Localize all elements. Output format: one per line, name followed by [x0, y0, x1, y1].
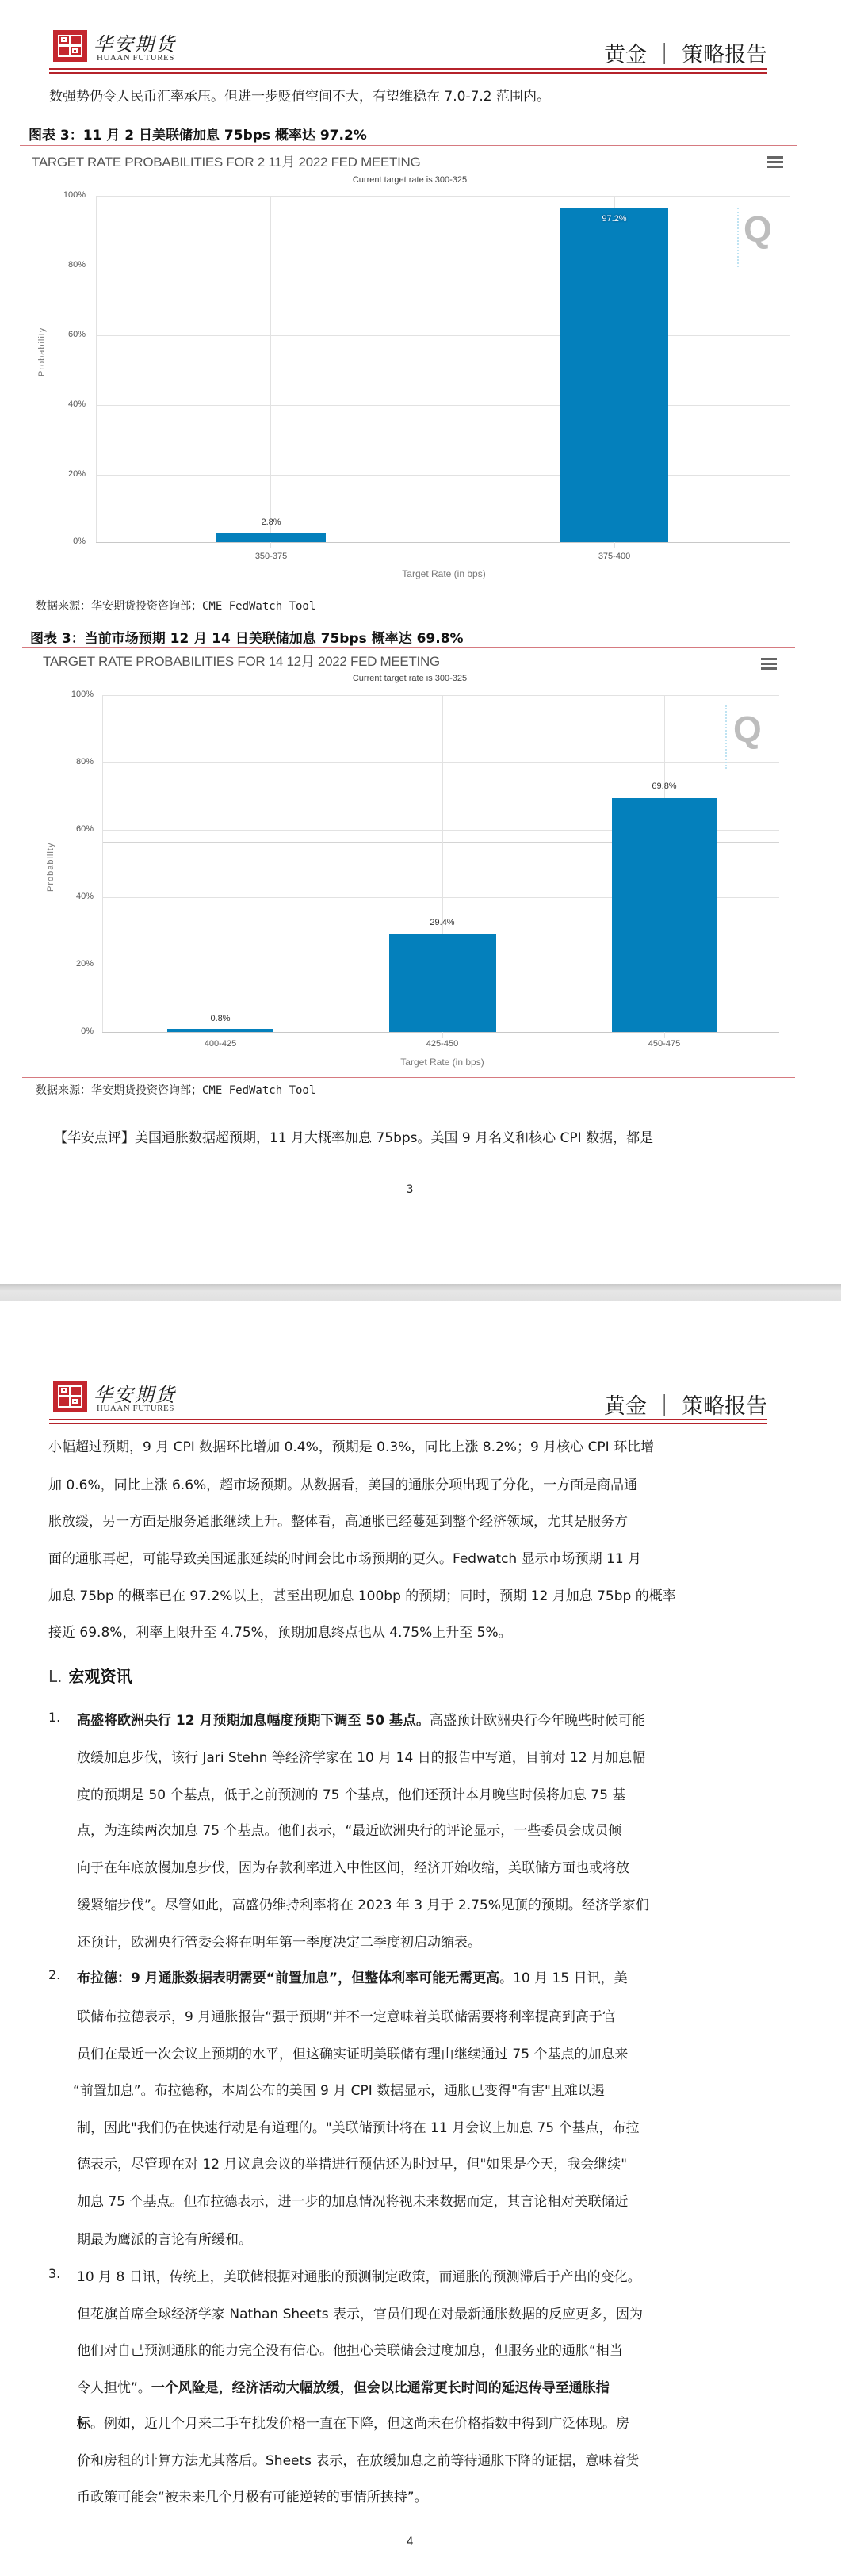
item-emphasis: 一个风险是，经济活动大幅放缓，但会以比通常更长时间的延迟传导至通胀指 — [151, 2380, 610, 2396]
bar-value-label: 29.4% — [430, 918, 455, 927]
item-line: 缓紧缩步伐”。尽管如此，高盛仍维持利率将在 2023 年 3 月于 2.75%见顶的预期。经济学家们 — [77, 1898, 649, 1913]
hamburger-menu-icon[interactable] — [761, 658, 777, 671]
watermark-q-icon: Q — [733, 709, 762, 750]
item-emphasis: 标 — [77, 2416, 90, 2432]
item-headline: 布拉德：9 月通胀数据表明需要“前置加息”，但整体利率可能无需更高 — [77, 1970, 500, 1986]
header-rule-bottom — [49, 1423, 767, 1424]
item-line: 度的预期是 50 个基点，低于之前预测的 75 个基点，他们还预计本月晚些时候将加息 75 基 — [77, 1787, 626, 1803]
y-tick-label: 40% — [67, 399, 86, 409]
gridline-80 — [102, 762, 779, 763]
item-first-line — [77, 1966, 628, 1986]
gridline-100 — [96, 196, 790, 197]
bar-400-425[interactable] — [167, 1029, 273, 1032]
item-line: 他们对自己预测通胀的能力完全没有信心。他担心美联储会过度加息，但服务业的通胀“相当 — [77, 2343, 623, 2359]
item-line: 币政策可能会“被未来几个月极有可能逆转的事情所挟持”。 — [77, 2490, 428, 2505]
y-tick-label: 0% — [73, 537, 86, 546]
chart-1-subtitle: Current target rate is 300-325 — [352, 175, 468, 185]
huaan-comment-line: 【华安点评】美国通胀数据超预期，11 月大概率加息 75bps。美国 9 月名义和核心 CPI 数据，都是 — [54, 1130, 654, 1146]
y-tick-label: 40% — [75, 892, 94, 901]
item-first-line — [77, 1709, 645, 1729]
item-text: 高盛预计欧洲央行今年晚些时候可能 — [430, 1713, 645, 1729]
logo-chinese-name: 华安期货 — [94, 1384, 176, 1406]
item-line: 10 月 8 日讯，传统上，美联储根据对通胀的预测制定政策，而通胀的预测滞后于产出的变化。 — [77, 2269, 641, 2285]
paragraph-line: 加息 75bp 的概率已在 97.2%以上，甚至出现加息 100bp 的预期；同时，预期 12 月加息 75bp 的概率 — [48, 1588, 676, 1604]
report-category-title: 黄金 ｜ 策略报告 — [604, 1394, 768, 1419]
item-line: 制，因此"我们仍在快速行动是有道理的。"美联储预计将在 11 月会议上加息 75 个基点，布拉 — [77, 2120, 640, 2136]
y-tick-label: 20% — [75, 959, 94, 969]
gridline-20 — [96, 475, 790, 476]
intro-paragraph-line: 数强势仍令人民币汇率承压。但进一步贬值空间不大，有望维稳在 7.0-7.2 范围内。 — [49, 89, 551, 105]
x-axis-line — [102, 1032, 779, 1033]
paragraph-line: 加 0.6%，同比上涨 6.6%，超市场预期。从数据看，美国的通胀分项出现了分化，一方面是商品通 — [48, 1477, 638, 1493]
item-line — [77, 2412, 629, 2432]
item-number: 1. — [48, 1710, 61, 1725]
item-line: 但花旗首席全球经济学家 Nathan Sheets 表示，官员们现在对最新通胀数据的反应更多，因为 — [77, 2307, 643, 2322]
item-line: 点，为连续两次加息 75 个基点。他们表示，“最近欧洲央行的评论显示，一些委员会成员倾 — [77, 1823, 622, 1839]
figure-1-caption: 图表 3：11 月 2 日美联储加息 75bps 概率达 97.2% — [29, 128, 367, 143]
x-axis-title: Target Rate (in bps) — [402, 568, 486, 579]
y-axis-title: Probability — [37, 327, 47, 376]
item-headline: 高盛将欧洲央行 12 月预期加息幅度预期下调至 50 基点。 — [77, 1713, 430, 1729]
section-title: 宏观资讯 — [68, 1667, 132, 1686]
vgrid-1 — [270, 196, 271, 548]
item-line: 联储布拉德表示，9 月通胀报告“强于预期”并不一定意味着美联储需要将利率提高到高于官 — [77, 2009, 616, 2025]
figure-1-source: 数据来源：华安期货投资咨询部；CME FedWatch Tool — [36, 600, 316, 613]
header-rule-top — [49, 1419, 767, 1420]
paragraph-line: 胀放缓，另一方面是服务通胀继续上升。整体看，高通胀已经蔓延到整个经济领域，尤其是服务方 — [48, 1514, 628, 1530]
item-line: “前置加息”。布拉德称，本周公布的美国 9 月 CPI 数据显示，通胀已变得"有害"且难以遏 — [73, 2083, 605, 2099]
report-category-title: 黄金 ｜ 策略报告 — [604, 43, 768, 67]
x-category-label: 375-400 — [598, 552, 631, 561]
item-line: 还预计，欧洲央行管委会将在明年第一季度决定二季度初启动缩表。 — [77, 1935, 481, 1951]
logo-english-name: HUAAN FUTURES — [97, 53, 174, 63]
y-tick-label: 80% — [67, 260, 86, 269]
item-line: 向于在年底放慢加息步伐，因为存款利率进入中性区间，经济开始收缩，美联储方面也或将放 — [77, 1860, 629, 1876]
section-marker: L. — [48, 1667, 63, 1686]
bar-450-475[interactable] — [612, 798, 717, 1032]
page-number: 4 — [407, 2536, 414, 2548]
item-text: 。10 月 15 日讯，美 — [499, 1970, 628, 1986]
y-tick-label: 100% — [71, 690, 94, 699]
bar-375-400[interactable] — [560, 208, 668, 542]
bar-350-375[interactable] — [216, 533, 326, 542]
watermark-q-icon: Q — [744, 208, 772, 250]
page-3 — [0, 0, 841, 1284]
x-category-label: 425-450 — [426, 1039, 459, 1049]
y-tick-label: 60% — [75, 824, 94, 834]
gridline-100 — [102, 695, 779, 696]
item-line: 放缓加息步伐，该行 Jari Stehn 等经济学家在 10 月 14 日的报告中写道，目前对 12 月加息幅 — [77, 1750, 646, 1766]
figure-2-top-rule — [22, 647, 795, 648]
gridline-60 — [96, 335, 790, 336]
gridline-40 — [96, 405, 790, 406]
figure-2-bottom-rule — [22, 1077, 795, 1078]
bar-value-label: 69.8% — [652, 782, 677, 791]
y-tick-label: 0% — [81, 1026, 94, 1036]
chart-2-title: TARGET RATE PROBABILITIES FOR 14 12月 2022 FED MEETING — [43, 654, 440, 669]
bar-425-450[interactable] — [389, 934, 496, 1032]
item-number: 2. — [48, 1967, 61, 1982]
item-line: 员们在最近一次会议上预期的水平，但这确实证明美联储有理由继续通过 75 个基点的加息来 — [77, 2047, 629, 2062]
y-axis-line — [96, 196, 97, 542]
y-tick-label: 80% — [75, 757, 94, 766]
section-heading — [48, 1664, 132, 1687]
page-number: 3 — [407, 1183, 414, 1196]
header-rule-bottom — [49, 72, 767, 74]
figure-2-caption: 图表 3：当前市场预期 12 月 14 日美联储加息 75bps 概率达 69.8% — [30, 631, 464, 647]
y-tick-label: 100% — [63, 190, 86, 200]
figure-2-source: 数据来源：华安期货投资咨询部；CME FedWatch Tool — [36, 1084, 316, 1097]
item-line: 价和房租的计算方法尤其落后。Sheets 表示，在放缓加息之前等待通胀下降的证据，意味着货 — [77, 2453, 640, 2469]
chart-1-title: TARGET RATE PROBABILITIES FOR 2 11月 2022 FED MEETING — [32, 155, 421, 170]
item-number: 3. — [48, 2266, 61, 2281]
chart-2-subtitle: Current target rate is 300-325 — [352, 674, 468, 683]
item-line: 加息 75 个基点。但布拉德表示，进一步的加息情况将视未来数据而定，其言论相对美联储近 — [77, 2194, 629, 2210]
x-category-label: 450-475 — [648, 1039, 681, 1049]
item-text: 令人担忧”。 — [77, 2380, 151, 2396]
figure-1-top-rule — [20, 145, 797, 146]
item-line: 期最为鹰派的言论有所缓和。 — [77, 2232, 252, 2248]
bar-value-label: 97.2% — [602, 214, 627, 224]
paragraph-line: 面的通胀再起，可能导致美国通胀延续的时间会比市场预期的更久。Fedwatch 显示市场预期 11 月 — [48, 1551, 642, 1567]
bar-value-label: 2.8% — [261, 518, 281, 527]
paragraph-line: 接近 69.8%，利率上限升至 4.75%，预期加息终点也从 4.75%上升至 5%。 — [48, 1625, 512, 1641]
bar-value-label: 0.8% — [210, 1014, 231, 1023]
hamburger-menu-icon[interactable] — [767, 156, 783, 169]
item-line: 德表示，尽管现在对 12 月议息会议的举措进行预估还为时过早，但"如果是今天，我会继续" — [77, 2157, 628, 2173]
y-axis-title: Probability — [46, 842, 55, 892]
item-line — [77, 2376, 610, 2396]
paragraph-line: 小幅超过预期，9 月 CPI 数据环比增加 0.4%，预期是 0.3%，同比上涨 8.2%；9 月核心 CPI 环比增 — [48, 1439, 655, 1455]
logo-english-name: HUAAN FUTURES — [97, 1404, 174, 1413]
x-axis-title: Target Rate (in bps) — [400, 1057, 484, 1068]
logo-emblem-icon — [53, 1381, 87, 1412]
y-tick-label: 20% — [67, 469, 86, 479]
x-category-label: 350-375 — [254, 552, 288, 561]
logo-chinese-name: 华安期货 — [94, 33, 176, 55]
page-separator — [0, 1284, 841, 1301]
x-axis-line — [96, 542, 790, 543]
y-tick-label: 60% — [67, 330, 86, 339]
item-text: 。例如，近几个月来二手车批发价格一直在下降，但这尚未在价格指数中得到广泛体现。房 — [90, 2416, 629, 2432]
x-category-label: 400-425 — [204, 1039, 237, 1049]
y-axis-line — [102, 695, 103, 1032]
header-rule-top — [49, 68, 767, 70]
logo-emblem-icon — [53, 30, 87, 62]
